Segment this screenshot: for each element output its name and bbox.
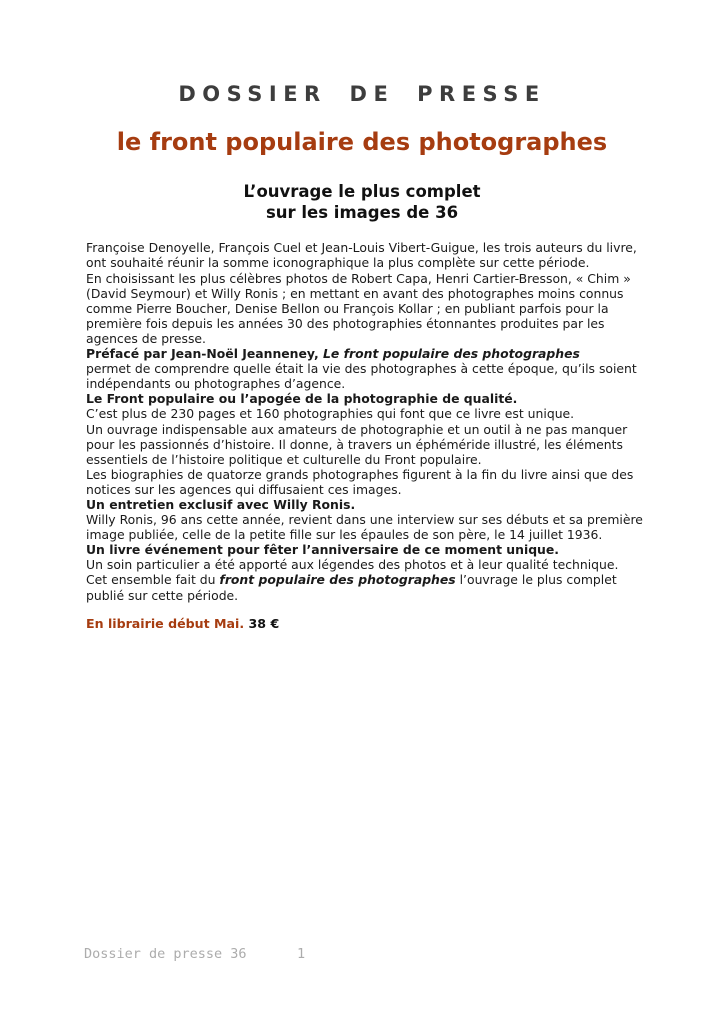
- text-segment: En choisissant les plus célèbres photos de Robert Capa, Henri Cartier-Bresson, « Chim »: [86, 270, 631, 286]
- availability-label: En librairie début Mai.: [86, 615, 245, 631]
- text-segment: Un ouvrage indispensable aux amateurs de photographie et un outil à ne pas manquer: [86, 421, 628, 437]
- subtitle: [0, 181, 724, 223]
- text-segment: agences de presse.: [86, 330, 206, 346]
- body-line: [86, 286, 664, 301]
- price: 38 €: [248, 615, 280, 631]
- body-line: [86, 588, 664, 603]
- text-segment: image publiée, celle de la petite fille sur les épaules de son père, le 14 juillet 1936.: [86, 527, 603, 543]
- text-segment: (David Seymour) et Willy Ronis ; en mettant en avant des photographes moins connus: [86, 285, 624, 301]
- text-segment: pour les passionnés d’histoire. Il donne, à travers un éphéméride illustré, les éléments: [86, 436, 623, 452]
- text-segment: essentiels de l’histoire politique et culturelle du Front populaire.: [86, 451, 482, 467]
- body-line: [86, 271, 664, 286]
- body-line: [86, 422, 664, 437]
- text-segment: Les biographies de quatorze grands photographes figurent à la fin du livre ainsi que des: [86, 466, 634, 482]
- text-segment: publié sur cette période.: [86, 587, 239, 603]
- body-line: [86, 497, 664, 512]
- body-line: [86, 542, 664, 557]
- availability-line: [86, 616, 724, 631]
- footer-document-label: Dossier de presse 36: [84, 946, 247, 962]
- book-title: le front populaire des photographes: [116, 128, 608, 156]
- body-line: [86, 482, 664, 497]
- body-text: [86, 240, 664, 602]
- body-line: [86, 316, 664, 331]
- text-segment: permet de comprendre quelle était la vie des photographes à cette époque, qu’ils soient: [86, 361, 637, 377]
- text-segment: première fois depuis les années 30 des photographies étonnantes produites par les: [86, 315, 605, 331]
- text-segment: comme Pierre Boucher, Denise Bellon ou François Kollar ; en publiant parfois pour la: [86, 300, 609, 316]
- subtitle-line-2: sur les images de 36: [265, 203, 459, 223]
- body-line: [86, 301, 664, 316]
- body-line: [86, 376, 664, 391]
- text-segment: Le front populaire des photographes: [323, 346, 580, 362]
- body-line: [86, 437, 664, 452]
- body-line: [86, 527, 664, 542]
- text-segment: l’ouvrage le plus complet: [455, 572, 617, 588]
- body-line: [86, 572, 664, 587]
- text-segment: indépendants ou photographes d’agence.: [86, 376, 346, 392]
- text-segment: Françoise Denoyelle, François Cuel et Jean-Louis Vibert-Guigue, les trois auteurs du livre,: [86, 240, 637, 256]
- body-line: [86, 361, 664, 376]
- text-segment: Le Front populaire ou l’apogée de la photographie de qualité.: [86, 391, 518, 407]
- press-kit-heading: DOSSIER DE PRESSE: [178, 82, 546, 106]
- body-line: [86, 512, 664, 527]
- text-segment: front populaire des photographes: [219, 572, 456, 588]
- body-line: [86, 391, 664, 406]
- body-line: [86, 240, 664, 255]
- body-line: [86, 255, 664, 270]
- body-line: [86, 346, 664, 361]
- body-line: [86, 557, 664, 572]
- text-segment: Cet ensemble fait du: [86, 572, 220, 588]
- text-segment: ont souhaité réunir la somme iconographique la plus complète sur cette période.: [86, 255, 590, 271]
- subtitle-line-1: L’ouvrage le plus complet: [243, 182, 481, 202]
- body-line: [86, 331, 664, 346]
- body-line: [86, 467, 664, 482]
- page-number: 1: [297, 946, 306, 962]
- text-segment: Un soin particulier a été apporté aux légendes des photos et à leur qualité technique.: [86, 557, 619, 573]
- body-line: [86, 406, 664, 421]
- text-segment: Préfacé par Jean-Noël Jeanneney,: [86, 346, 324, 362]
- text-segment: Un livre événement pour fêter l’anniversaire de ce moment unique.: [86, 542, 559, 558]
- text-segment: C’est plus de 230 pages et 160 photographies qui font que ce livre est unique.: [86, 406, 575, 422]
- text-segment: notices sur les agences qui diffusaient ces images.: [86, 481, 402, 497]
- body-line: [86, 452, 664, 467]
- text-segment: Un entretien exclusif avec Willy Ronis.: [86, 496, 356, 512]
- text-segment: Willy Ronis, 96 ans cette année, revient dans une interview sur ses débuts et sa première: [86, 512, 643, 528]
- page-footer: [84, 946, 664, 962]
